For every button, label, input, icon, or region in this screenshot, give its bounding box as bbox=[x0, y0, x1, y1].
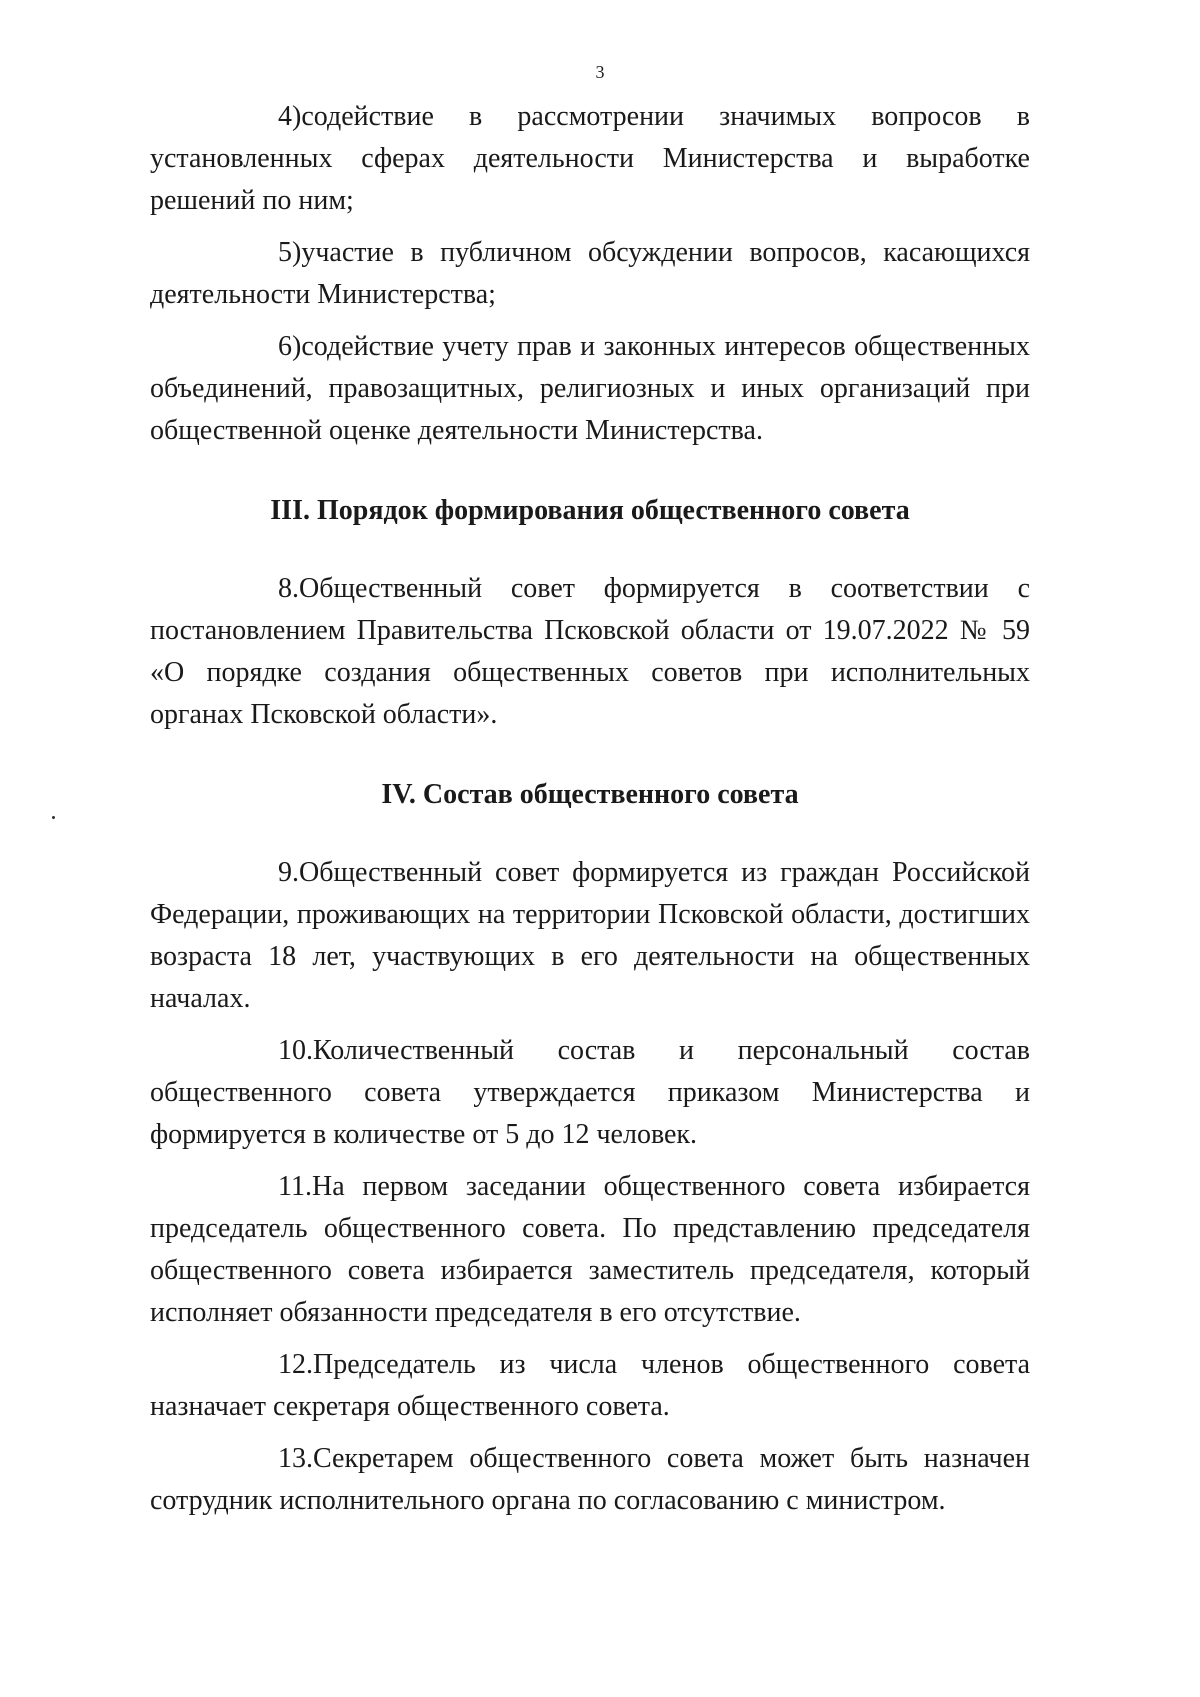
clause-text: Секретарем общественного совета может быть назначен сотрудник исполнительного органа по согласованию с министром. bbox=[150, 1443, 1030, 1516]
clause-number: 8. bbox=[278, 573, 299, 604]
clause-number: 10. bbox=[278, 1035, 313, 1066]
item-text: содействие учету прав и законных интересов общественных объединений, правозащитных, религиозных и иных организаций при общественной оценке деятельности Министерства. bbox=[150, 331, 1030, 446]
list-item bbox=[150, 326, 1030, 452]
list-item bbox=[150, 232, 1030, 316]
clause-number: 11. bbox=[278, 1171, 312, 1202]
clause-number: 13. bbox=[278, 1443, 313, 1474]
clause-paragraph bbox=[150, 1166, 1030, 1334]
page-number: 3 bbox=[595, 62, 605, 82]
scan-speck bbox=[52, 816, 55, 819]
item-number: 6) bbox=[278, 331, 302, 362]
item-text: содействие в рассмотрении значимых вопросов в установленных сферах деятельности Министерства и выработке решений по ним; bbox=[150, 101, 1030, 216]
clause-number: 12. bbox=[278, 1349, 313, 1380]
clause-paragraph bbox=[150, 1344, 1030, 1428]
clause-text: Общественный совет формируется в соответствии с постановлением Правительства Псковской области от 19.07.2022 № 59 «О порядке создания общественных советов при исполнительных органах Псковской области». bbox=[150, 573, 1030, 730]
document-body bbox=[150, 96, 1030, 1532]
section-heading: IV. Состав общественного совета bbox=[381, 779, 799, 810]
item-number: 4) bbox=[278, 101, 302, 132]
section-heading: III. Порядок формирования общественного совета bbox=[270, 495, 910, 526]
clause-text: На первом заседании общественного совета избирается председатель общественного совета. По представлению председателя общественного совета избирается заместитель председателя, который исполняет обязанности председателя в его отсутствие. bbox=[150, 1171, 1030, 1328]
clause-number: 9. bbox=[278, 857, 299, 888]
item-number: 5) bbox=[278, 237, 302, 268]
clause-text: Общественный совет формируется из граждан Российской Федерации, проживающих на территории Псковской области, достигших возраста 18 лет, участвующих в его деятельности на общественных началах. bbox=[150, 857, 1030, 1014]
clause-paragraph bbox=[150, 1438, 1030, 1522]
clause-paragraph bbox=[150, 568, 1030, 736]
item-text: участие в публичном обсуждении вопросов, касающихся деятельности Министерства; bbox=[150, 237, 1030, 310]
clause-text: Количественный состав и персональный состав общественного совета утверждается приказом Министерства и формируется в количестве от 5 до 12 человек. bbox=[150, 1035, 1030, 1150]
list-item bbox=[150, 96, 1030, 222]
clause-paragraph bbox=[150, 1030, 1030, 1156]
clause-paragraph bbox=[150, 852, 1030, 1020]
clause-text: Председатель из числа членов общественного совета назначает секретаря общественного совета. bbox=[150, 1349, 1030, 1422]
